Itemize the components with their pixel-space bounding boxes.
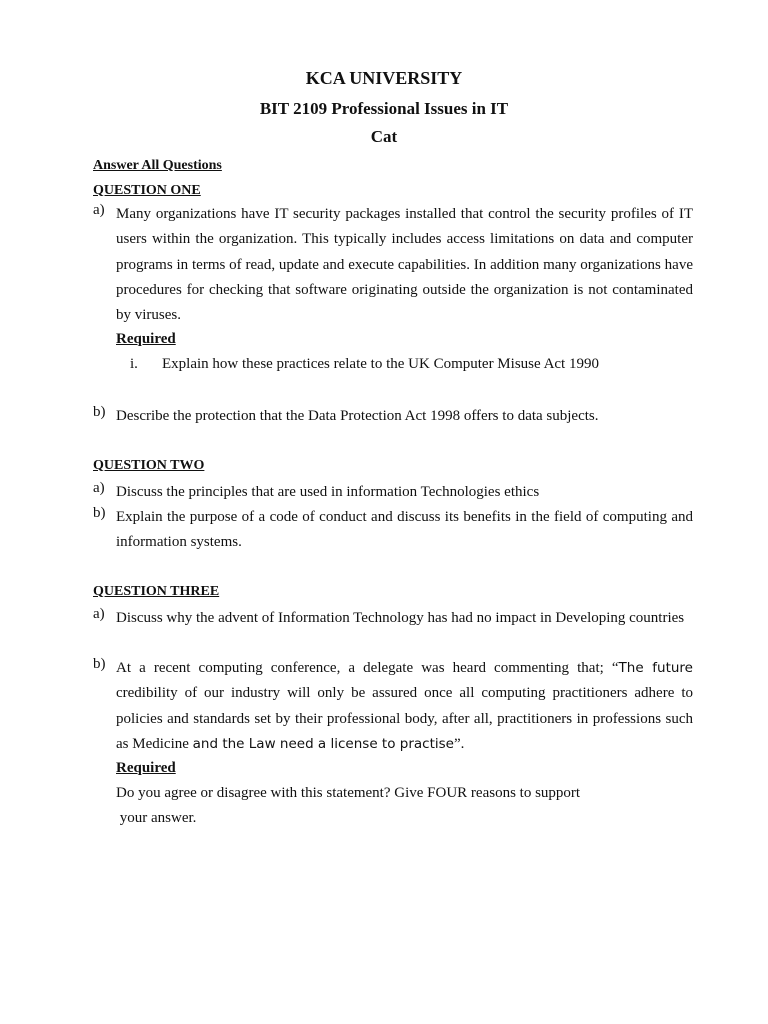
part-text: Many organizations have IT security packages installed that control the security profiles of IT users within the organization. This typically includes access limitations on data and computer programs in terms of read, update and execute capabilities. In addition many organizations have procedures for checking that software originating outside the organization is not contaminated by viruses. [116, 206, 693, 324]
required-text-continued: your answer. [116, 810, 197, 826]
part-text [116, 656, 693, 757]
quote-intro: At a recent computing conference, a delegate was heard commenting that; “ [116, 660, 619, 676]
part-text: Explain the purpose of a code of conduct and discuss its benefits in the field of computing and information systems. [116, 509, 693, 551]
question-three-part-a [93, 606, 693, 631]
sub-question-number: i. [130, 356, 138, 372]
required-heading: Required [116, 760, 176, 776]
instructions: Answer All Questions [93, 158, 222, 173]
course-title: BIT 2109 Professional Issues in IT [259, 99, 509, 118]
part-text: Discuss why the advent of Information Technology has had no impact in Developing countries [116, 610, 685, 626]
question-three-part-b [93, 656, 693, 757]
university-title: KCA UNIVERSITY [305, 68, 463, 88]
part-label: b) [93, 505, 106, 521]
required-heading: Required [116, 331, 176, 347]
part-text: Discuss the principles that are used in information Technologies ethics [116, 484, 540, 500]
quote-start: The future [618, 660, 693, 676]
question-one-part-a [93, 202, 693, 328]
part-label: b) [93, 404, 106, 420]
part-label: b) [93, 656, 106, 672]
quote-close: ”. [453, 735, 465, 752]
required-text: Do you agree or disagree with this statement? Give FOUR reasons to support [116, 785, 581, 801]
question-two-part-a [93, 480, 693, 505]
part-label: a) [93, 606, 105, 622]
question-one-part-b [93, 404, 693, 429]
part-label: a) [93, 480, 105, 496]
question-one-title: QUESTION ONE [93, 183, 201, 198]
question-three-title: QUESTION THREE [93, 584, 220, 599]
quote-end: and the Law need a license to practise [192, 735, 454, 752]
question-two-part-b [93, 505, 693, 556]
question-two-title: QUESTION TWO [93, 458, 205, 473]
assessment-title: Cat [370, 127, 398, 146]
part-label: a) [93, 202, 105, 218]
quote-body: credibility of our industry will only be assured once all computing practitioners adhere to policies and standards set by their professional body, after all, practitioners in professions such as Medicine [116, 685, 693, 752]
sub-question-text: Explain how these practices relate to the UK Computer Misuse Act 1990 [162, 356, 599, 372]
part-text: Describe the protection that the Data Protection Act 1998 offers to data subjects. [116, 408, 599, 424]
